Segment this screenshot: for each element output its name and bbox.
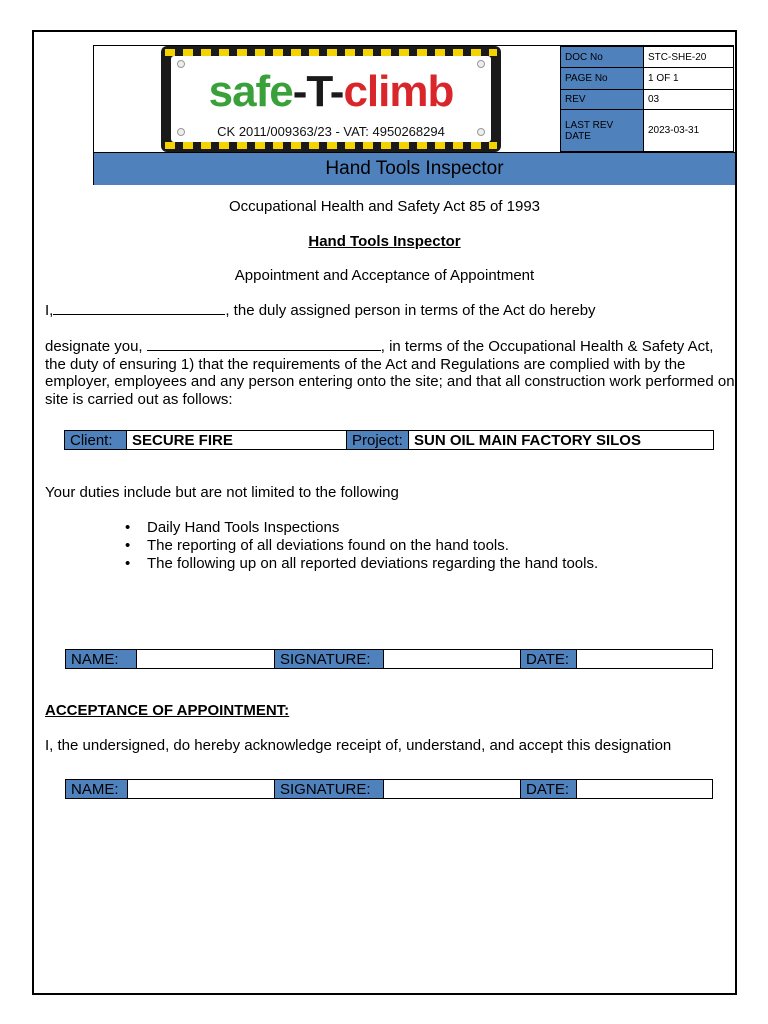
list-item: • The reporting of all deviations found on the hand tools. <box>125 537 598 555</box>
logo-wordmark: safe-T-climb <box>208 67 454 116</box>
assignment-line: I, , the duly assigned person in terms of the Act do hereby <box>45 302 596 319</box>
name-field[interactable] <box>128 780 275 799</box>
hazard-stripe-bottom <box>165 142 497 149</box>
company-logo <box>161 46 501 152</box>
date-field[interactable] <box>577 780 713 799</box>
duties-intro: Your duties include but are not limited to the following <box>45 484 399 501</box>
list-item: • The following up on all reported deviations regarding the hand tools. <box>125 555 598 573</box>
client-project-table <box>64 430 714 450</box>
assigner-name-blank[interactable] <box>53 301 225 315</box>
rev-label: REV <box>561 90 644 110</box>
list-item: • Daily Hand Tools Inspections <box>125 519 598 537</box>
acceptance-heading: ACCEPTANCE OF APPOINTMENT: <box>45 702 290 719</box>
page-no-value: 1 OF 1 <box>644 68 734 90</box>
signature-label: SIGNATURE: <box>275 780 384 799</box>
acceptance-signature-table <box>65 779 713 799</box>
page-heading: Hand Tools Inspector <box>308 233 461 250</box>
client-label: Client: <box>65 431 127 450</box>
date-label: DATE: <box>521 780 577 799</box>
doc-no-label: DOC No <box>561 47 644 68</box>
project-value: SUN OIL MAIN FACTORY SILOS <box>409 431 714 450</box>
hazard-stripe-top <box>165 49 497 56</box>
signature-field[interactable] <box>384 780 521 799</box>
designee-name-blank[interactable] <box>147 337 381 351</box>
appointer-signature-table <box>65 649 713 669</box>
doc-no-value: STC-SHE-20 <box>644 47 734 68</box>
page-no-label: PAGE No <box>561 68 644 90</box>
act-reference: Occupational Health and Safety Act 85 of 1993 <box>228 198 541 215</box>
name-field[interactable] <box>137 650 275 669</box>
signature-label: SIGNATURE: <box>275 650 384 669</box>
name-label: NAME: <box>66 650 137 669</box>
duties-list <box>125 519 598 573</box>
client-value: SECURE FIRE <box>127 431 347 450</box>
project-label: Project: <box>347 431 409 450</box>
acceptance-text: I, the undersigned, do hereby acknowledge receipt of, understand, and accept this designation <box>45 737 672 754</box>
date-field[interactable] <box>577 650 713 669</box>
document-header <box>93 45 734 185</box>
name-label: NAME: <box>66 780 128 799</box>
document-info-table <box>560 46 734 152</box>
rev-value: 03 <box>644 90 734 110</box>
designation-paragraph: designate you, , in terms of the Occupational Health & Safety Act, the duty of ensuring 1) that the requirements of the Act and Regulations are complied with by the employer, employees and any person entering onto the site; and that all construction work performed on site is carried out as follows: <box>45 338 735 408</box>
signature-field[interactable] <box>384 650 521 669</box>
document-title: Hand Tools Inspector <box>94 152 735 185</box>
page-subheading: Appointment and Acceptance of Appointment <box>234 267 535 284</box>
last-rev-date-value: 2023-03-31 <box>644 110 734 152</box>
logo-area <box>94 46 560 152</box>
company-registration: CK 2011/009363/23 - VAT: 4950268294 <box>217 124 445 139</box>
last-rev-date-label: LAST REV DATE <box>561 110 644 152</box>
date-label: DATE: <box>521 650 577 669</box>
